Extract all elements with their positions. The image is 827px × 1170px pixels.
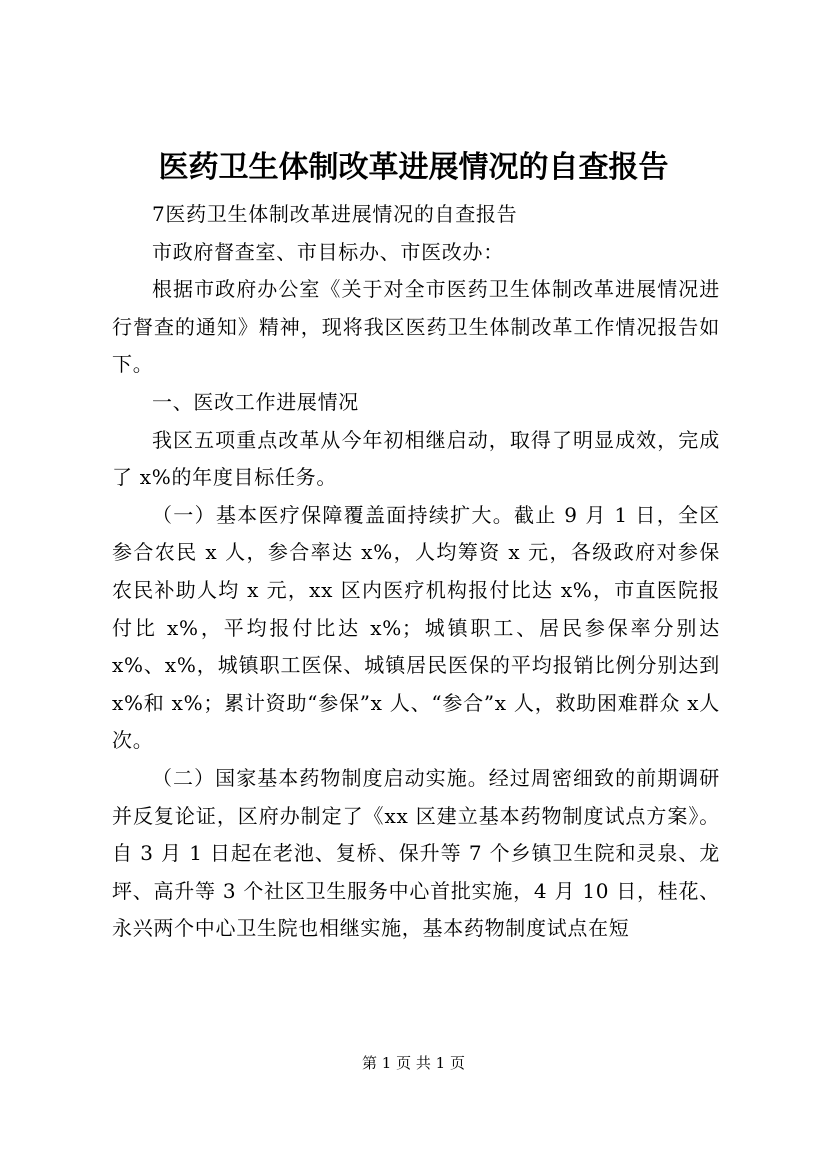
paragraph-intro: 根据市政府办公室《关于对全市医药卫生体制改革进展情况进行督查的通知》精神，现将我区医药卫生体制改革工作情况报告如下。 [112,277,720,377]
document-title: 医药卫生体制改革进展情况的自查报告 [158,150,669,185]
paragraph-drug-system: （二）国家基本药物制度启动实施。经过周密细致的前期调研并反复论证，区府办制定了《xx 区建立基本药物制度试点方案》。自 3 月 1 日起在老池、复桥、保升等 7 个乡镇卫生院和灵泉、龙坪、高升等 3 个社区卫生服务中心首批实施，4 月 10 日，桂花、永兴两个中心卫生院也相继实施，基本药物制度试点在短 [112,765,720,941]
page-number-footer: 第 1 页 共 1 页 [362,1054,465,1072]
document-body [112,196,720,948]
paragraph-summary: 我区五项重点改革从今年初相继启动，取得了明显成效，完成了 x%的年度目标任务。 [112,427,720,490]
paragraph-salutation: 市政府督查室、市目标办、市医改办： [152,239,504,264]
paragraph-insurance: （一）基本医疗保障覆盖面持续扩大。截止 9 月 1 日，全区参合农民 x 人，参合率达 x%，人均筹资 x 元，各级政府对参保农民补助人均 x 元，xx 区内医疗机构报付比达 x%，市直医院报付比 x%，平均报付比达 x%；城镇职工、居民参保率分别达 x%、x%，城镇职工医保、城镇居民医保的平均报销比例分别达到 x%和 x%；累计资助“参保”x 人、“参合”x 人，救助困难群众 x人次。 [112,502,720,753]
section-heading: 一、医改工作进展情况 [152,389,359,414]
paragraph-subtitle: 7医药卫生体制改革进展情况的自查报告 [152,202,518,226]
